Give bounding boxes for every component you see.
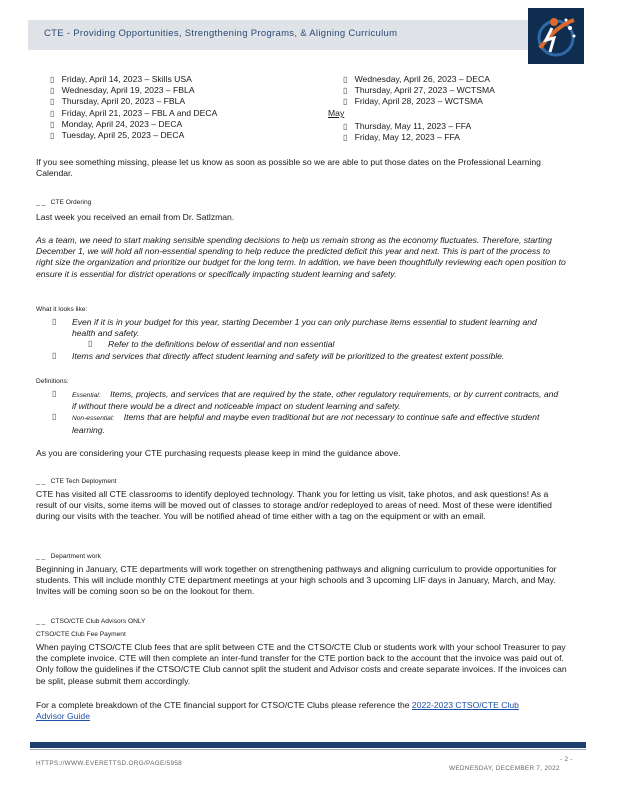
date-list-left [50, 74, 217, 141]
month-label: May [328, 108, 345, 118]
list-item: ▯ Monday, April 24, 2023 – DECA [50, 118, 183, 129]
section-heading-ordering: _ _ CTE Ordering [36, 199, 92, 206]
header-title: CTE - Providing Opportunities, Strengthening Programs, & Aligning Curriculum [44, 28, 398, 39]
list-item: ▯ Thursday, May 11, 2023 – FFA [343, 121, 472, 131]
bullet-icon: ▯ [50, 108, 55, 118]
bullet-icon: ▯ [343, 133, 348, 143]
sub-list-item: ▯ Refer to the definitions below of essential and non essential [88, 339, 335, 350]
missing-note: If you see something missing, please let us know as soon as possible so we are able to put those dates on the Professional Learning Calendar. [36, 157, 541, 179]
ctso-body: When paying CTSO/CTE Club fees that are split between CTE and the CTSO/CTE Club or students work with your school Treasurer to pay the complete invoice. CTE will then complete an inter-fund transfer for the CTE portion back to the account that the invoice was paid out of. Only follow the guidelines if the CTSO/CTE Club cannot split the student and Advisor costs and create separate invoices. If the invoices can be split, please submit them accordingly. [36, 642, 567, 686]
bullet-icon: ▯ [52, 350, 57, 360]
list-item: ▯ Friday, April 21, 2023 – FBL A and DECA [50, 107, 218, 118]
footer-rule-thin [30, 749, 586, 750]
list-item: ▯ Friday, May 12, 2023 – FFA [343, 132, 460, 143]
bullet-icon: ▯ [52, 389, 57, 398]
ordering-italic-paragraph: As a team, we need to start making sensible spending decisions to help us remain strong as the economy fluctuates. Therefore, starting December 1, we will hold all non-essential spending to help reduce the predicted deficit this year and next. This is part of the process to right size the organization and prioritize our budget for the long term. In addition, we have been thoughtfully reviewing each open position to ensure it is essential for district operations or specifically impacting student learning and safety. [36, 235, 566, 279]
definitions-list [52, 389, 562, 436]
what-it-looks-like-label: What it looks like: [36, 306, 88, 313]
footer-url[interactable]: HTTPS://WWW.EVERETTSD.ORG/PAGE/5958 [36, 760, 183, 767]
ordering-bullets [52, 317, 562, 362]
list-item: ▯ Essential: Items, projects, and services that are required by the state, other regulatory requirements, or by current contracts, and if without there would be a direct and noticeable impact on student learning and safety. [52, 389, 559, 412]
section-heading-dept: _ _ Department work [36, 553, 101, 560]
list-item: ▯ Items and services that directly affect student learning and safety will be prioritized to the greatest extent possible. [52, 350, 505, 361]
list-item: ▯ Even if it is in your budget for this year, starting December 1 you can only purchase items essential to student learning and health and safety. [52, 317, 537, 339]
list-item: ▯ Wednesday, April 19, 2023 – FBLA [50, 85, 195, 96]
list-item: ▯ Friday, April 28, 2023 – WCTSMA [343, 96, 483, 107]
footer-date: WEDNESDAY, DECEMBER 7, 2022 [449, 765, 560, 772]
bullet-icon: ▯ [343, 86, 348, 96]
tech-body: CTE has visited all CTE classrooms to identify deployed technology. Thank you for letting us visit, take photos, and ask questions! As a result of our visits, some items will be moved out of classes to storage and/or redeployed to areas of need. Most of these were identified during our visits with the teacher. You will be notified ahead of time either with a tag on the equipment or with an email. [36, 489, 552, 522]
bullet-icon: ▯ [50, 75, 55, 84]
ctso-subheading: CTSO/CTE Club Fee Payment [36, 631, 126, 638]
dept-body: Beginning in January, CTE departments will work together on strengthening pathways and aligning curriculum to provide opportunities for students. This will include monthly CTE department meetings at your high schools and 3 upcoming LIF days in January, March, and May. Invites will be coming soon so be on the lookout for them. [36, 564, 557, 597]
date-list-right [343, 74, 495, 108]
bullet-icon: ▯ [52, 412, 57, 422]
ordering-intro: Last week you received an email from Dr. Satlzman. [36, 212, 235, 222]
bullet-icon: ▯ [343, 75, 348, 84]
list-item: ▯ Non-essential: Items that are helpful and maybe even traditional but are not necessary to continue safe and effective student learning. [52, 412, 540, 435]
list-item: ▯ Tuesday, April 25, 2023 – DECA [50, 130, 185, 141]
bullet-icon: ▯ [343, 97, 348, 107]
section-heading-tech: _ _ CTE Tech Deployment [36, 478, 117, 485]
bullet-icon: ▯ [50, 86, 55, 96]
advisor-guide-link[interactable]: 2022-2023 CTSO/CTE Club Advisor Guide [36, 700, 519, 722]
list-item: ▯ Thursday, April 20, 2023 – FBLA [50, 96, 186, 107]
bullet-icon: ▯ [50, 97, 55, 107]
section-heading-ctso: _ _ CTSO/CTE Club Advisors ONLY [36, 618, 146, 625]
ctso-reference: For a complete breakdown of the CTE financial support for CTSO/CTE Clubs please reference the 2022-2023 CTSO/CTE Club Advisor Guide [36, 700, 519, 722]
bullet-icon: ▯ [88, 339, 93, 349]
footer-rule [30, 742, 586, 748]
district-logo [528, 8, 584, 64]
list-item: ▯ Wednesday, April 26, 2023 – DECA [343, 74, 490, 84]
date-list-right-may [343, 121, 471, 143]
list-item: ▯ Friday, April 14, 2023 – Skills USA [50, 74, 192, 84]
ordering-closing: As you are considering your CTE purchasing requests please keep in mind the guidance above. [36, 448, 401, 458]
bullet-icon: ▯ [343, 122, 348, 131]
bullet-icon: ▯ [50, 131, 55, 141]
list-item: ▯ Thursday, April 27, 2023 – WCTSMA [343, 85, 495, 96]
definitions-label: Definitions: [36, 378, 69, 385]
bullet-icon: ▯ [52, 317, 57, 326]
page-number: - 2 - [560, 756, 573, 763]
bullet-icon: ▯ [50, 119, 55, 129]
